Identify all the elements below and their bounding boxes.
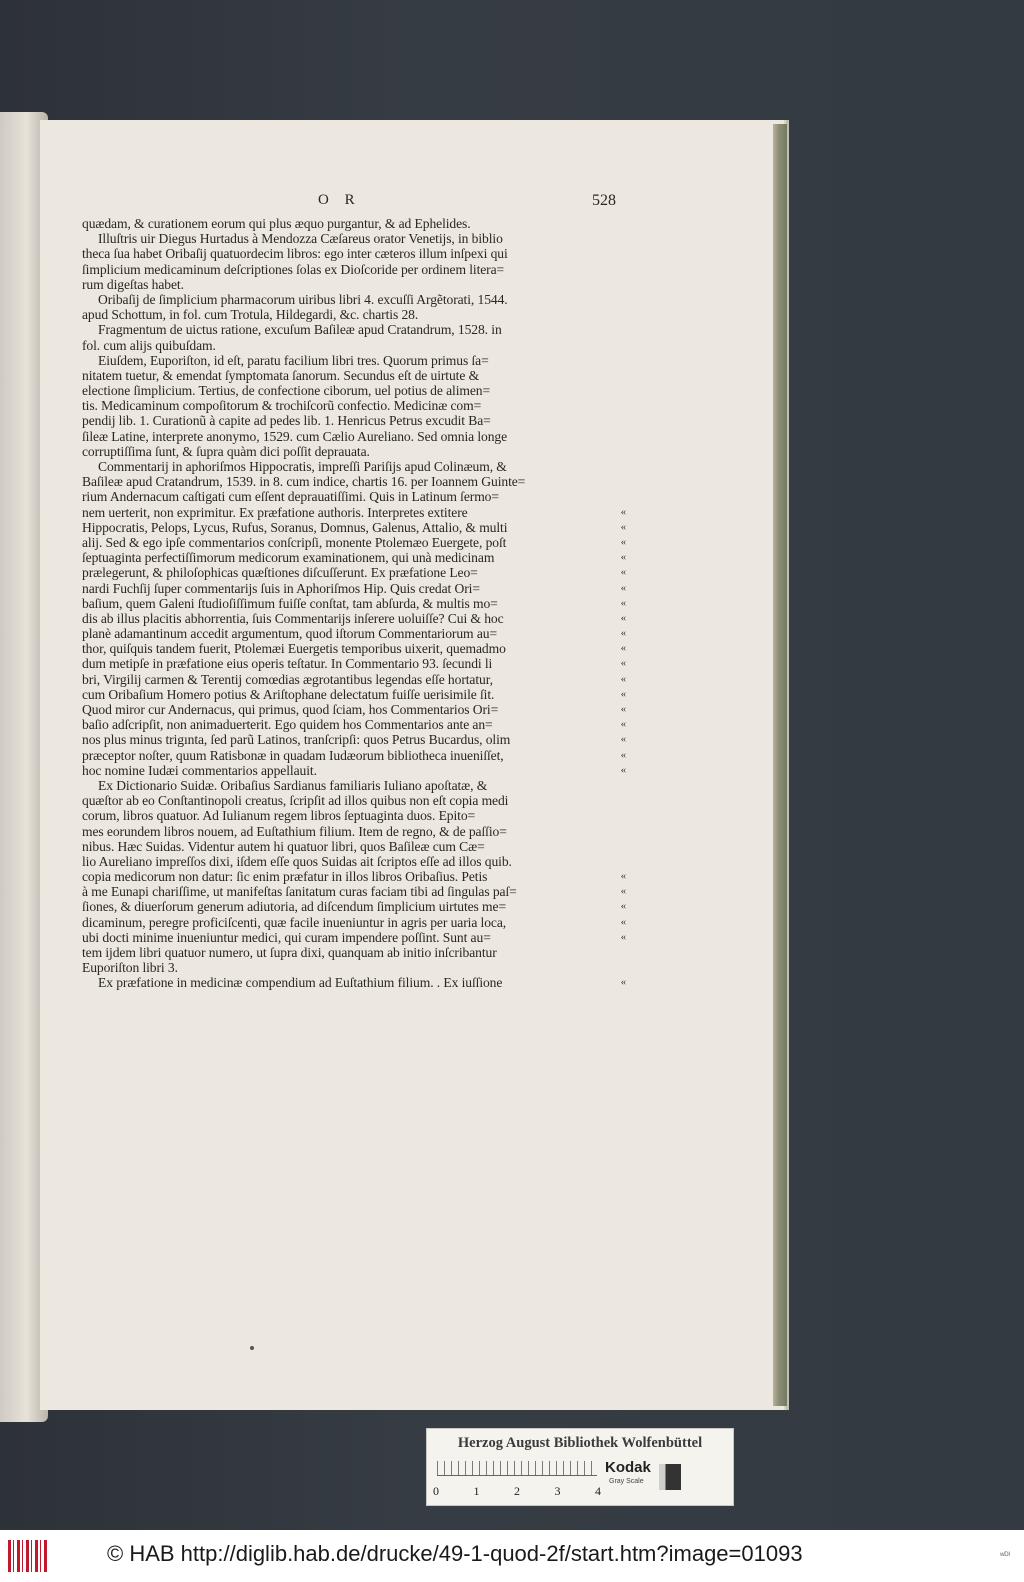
- line-text: fol. cum alijs quibuſdam.: [82, 337, 216, 353]
- text-line: [82, 929, 626, 945]
- line-text: à me Eunapi chariſſime, ut manifeſtas ſanitatum curas faciam tibi ad ſingulas paſ=: [82, 884, 517, 900]
- line-text: ſimplicium medicaminum deſcriptiones ſolas ex Dioſcoride per ordinem litera=: [82, 261, 505, 277]
- text-line: [82, 717, 626, 733]
- quote-mark: «: [620, 566, 626, 579]
- text-line: [82, 610, 626, 626]
- line-text: Eiuſdem, Euporiſton, id eſt, paratu facilium libri tres. Quorum primus ſa=: [98, 352, 489, 368]
- quote-mark: «: [620, 551, 626, 564]
- text-line: [82, 686, 626, 702]
- text-line: [82, 307, 622, 322]
- quote-mark: «: [620, 900, 626, 913]
- text-line: [82, 504, 626, 520]
- line-text: planè adamantinum accedit argumentum, quod iſtorum Commentariorum au=: [82, 626, 498, 642]
- line-text: dis ab illus placitis abhorrentia, ſuis Commentarijs inſerere uoluiſſe? Cui & hoc: [82, 610, 504, 626]
- running-head: O R: [318, 192, 361, 208]
- line-text: apud Schottum, in fol. cum Trotula, Hildegardi, &c. chartis 28.: [82, 307, 419, 323]
- text-line: [82, 839, 622, 854]
- text-line: [82, 793, 622, 808]
- line-text: alij. Sed & ego ipſe commentarios conſcripſi, monente Ptolemæo Euergete, poſt: [82, 534, 507, 550]
- text-line: [82, 960, 622, 975]
- text-line: [82, 429, 622, 444]
- text-line: [82, 246, 622, 261]
- text-line: [82, 338, 622, 353]
- line-text: præceptor noſter, quum Ratisbonæ in quadam Iudæorum bibliotheca inueniſſet,: [82, 747, 504, 763]
- ruler-number: 1: [473, 1484, 480, 1498]
- line-text: nos plus minus trigınta, ſed parũ Latinos, tranſcripſi: quos Petrus Bucardus, olim: [82, 732, 511, 748]
- text-line: [82, 778, 622, 793]
- line-text: Ex præfatione in medicinæ compendium ad Euſtathium filium. . Ex iuſſione: [98, 975, 503, 991]
- quote-mark: «: [620, 733, 626, 746]
- text-line: [82, 413, 622, 428]
- gray-scale-label: Gray Scale: [609, 1478, 644, 1485]
- ruler-number: 0: [433, 1484, 439, 1498]
- gray-patch: [659, 1464, 681, 1490]
- text-line: [82, 262, 622, 277]
- text-line: [82, 322, 622, 337]
- quote-mark: «: [620, 687, 626, 700]
- quote-mark: «: [620, 627, 626, 640]
- line-text: lio Aureliano impreſſos dixi, iſdem eſſe quos Suidas ait ſcriptos eſſe ad illos quib.: [82, 853, 512, 869]
- quote-mark: «: [620, 611, 626, 624]
- ruler-numbers: [433, 1484, 601, 1498]
- text-line: [82, 444, 622, 459]
- line-text: copia medicorum non datur: ſic enim præfatur in illos libros Oribaſius. Petis: [82, 869, 488, 885]
- line-text: Illuſtris uir Diegus Hurtadus à Mendozza Cæſareus orator Venetijs, in biblio: [98, 231, 503, 247]
- line-text: ſileæ Latine, interprete anonymo, 1529. cum Cælio Aureliano. Sed omnia longe: [82, 428, 508, 444]
- page-fore-edge: [773, 124, 787, 1406]
- copyright-url[interactable]: © HAB http://diglib.hab.de/drucke/49-1-quod-2f/start.htm?image=01093: [107, 1541, 803, 1566]
- text-line: [82, 580, 626, 596]
- line-text: pendij lib. 1. Curationũ à capite ad pedes lib. 1. Henricus Petrus excudit Ba=: [82, 413, 491, 429]
- text-line: [82, 489, 622, 504]
- line-text: baſium, quem Galeni ſtudioſiſſimum fuiſſe conſtat, tam abſurda, & multis mo=: [82, 595, 498, 611]
- line-text: Euporiſton libri 3.: [82, 960, 178, 976]
- quote-mark: «: [620, 885, 626, 898]
- quote-mark: «: [620, 642, 626, 655]
- line-text: dicaminum, peregre proficiſcenti, quæ facile inueniuntur in agris per uaria loca,: [82, 914, 507, 930]
- quote-mark: «: [620, 672, 626, 685]
- text-line: [82, 550, 626, 566]
- line-text: ſeptuaginta perfectiſſimorum medicorum examinationem, qui unà medicinam: [82, 550, 495, 566]
- quote-mark: «: [620, 535, 626, 548]
- text-line: [82, 656, 626, 672]
- quote-mark: «: [620, 703, 626, 715]
- text-line: [82, 216, 622, 231]
- ink-speck: [250, 1346, 254, 1350]
- text-line: [82, 595, 626, 611]
- text-line: [82, 808, 622, 823]
- text-line: [82, 824, 622, 839]
- text-line: [82, 534, 626, 550]
- line-text: quæſtor ab eo Conſtantinopoli creatus, ſcripſit ad illos quibus non eſt copia medi: [82, 793, 509, 809]
- line-text: thor, quiſquis tandem fuerit, Ptolemæi Euergetis temporibus uixerit, quemadmo: [82, 641, 506, 657]
- line-text: nem uerterit, non exprimitur. Ex præfatione authoris. Interpretes extitere: [82, 504, 468, 520]
- line-text: quædam, & curationem eorum qui plus æquo purgantur, & ad Ephelides.: [82, 216, 471, 231]
- text-line: [82, 671, 626, 687]
- text-line: [82, 854, 622, 869]
- text-line: [82, 899, 626, 915]
- line-text: ſiones, & diuerſorum generum adiutoria, ad diſcendum ſimplicium uirtutes me=: [82, 899, 507, 915]
- ruler-number: 3: [554, 1484, 561, 1498]
- line-text: theca ſua habet Oribaſij quatuordecim libros: ego inter cæteros illum inſpexi qui: [82, 246, 508, 262]
- library-color-target: [426, 1428, 734, 1506]
- scale-ruler: [437, 1461, 597, 1476]
- line-text: tem ijdem libri quatuor numero, ut ſupra dixi, quanquam ab initio inſcribantur: [82, 945, 497, 960]
- text-line: [82, 626, 626, 642]
- quote-mark: «: [620, 505, 626, 518]
- ruler-number: 2: [514, 1484, 520, 1498]
- text-line: [82, 398, 622, 413]
- text-line: [82, 702, 626, 717]
- line-text: dum metipſe in præfatione eius operis teſtatur. In Commentario 93. ſecundi li: [82, 656, 493, 672]
- text-line: [82, 732, 626, 748]
- line-text: rium Andernacum caſtigati cum eſſent deprauatiſſimi. Quis in Latinum ſermo=: [82, 489, 499, 505]
- text-line: [82, 292, 622, 307]
- quote-mark: «: [620, 657, 626, 670]
- line-text: nardi Fuchſij ſuper commentarijs ſuis in Aphoriſmos Hip. Quis credat Ori=: [82, 580, 480, 596]
- text-line: [82, 762, 626, 778]
- text-line: [82, 277, 622, 292]
- line-text: Baſileæ apud Cratandrum, 1539. in 8. cum indice, chartis 16. per Ioannem Guinte=: [82, 474, 526, 490]
- line-text: Ex Dictionario Suidæ. Oribaſius Sardianus familiaris Iuliano apoſtatæ, &: [98, 777, 488, 793]
- library-name: Herzog August Bibliothek Wolfenbüttel: [457, 1435, 703, 1451]
- quote-mark: «: [620, 596, 626, 609]
- line-text: electione ſimplicium. Tertius, de confectione ciborum, uel potius de alimen=: [82, 383, 491, 399]
- line-text: cum Oribaſium Homero potius & Ariſtophane delectatum fuiſſe uerisimile ſit.: [82, 686, 495, 702]
- line-text: mes eorundem libros nouem, ad Euſtathium filium. Item de regno, & de paſſio=: [82, 823, 507, 839]
- text-line: [82, 383, 622, 398]
- text-line: [82, 914, 626, 930]
- text-line: [82, 641, 626, 657]
- line-text: ubi docti minime inueniuntur medici, qui curam impendere poſſint. Sunt au=: [82, 929, 491, 945]
- line-text: Hippocratis, Pelops, Lycus, Rufus, Soranus, Domnus, Galenus, Attalio, & multi: [82, 519, 508, 535]
- text-line: [82, 368, 622, 383]
- line-text: Oribaſij de ſimplicium pharmacorum uiribus libri 4. excuſſi Argẽtorati, 1544.: [98, 291, 508, 307]
- footer-mark: ʷᴰᴵ: [1000, 1550, 1010, 1560]
- quote-mark: «: [620, 976, 626, 989]
- text-line: [82, 459, 622, 474]
- line-text: hoc nomine Iudæi commentarios appellauit.: [82, 762, 317, 778]
- quote-mark: «: [620, 930, 626, 943]
- quote-mark: «: [620, 870, 626, 883]
- line-text: prælegerunt, & philoſophicas quæſtiones diſcuſſerunt. Ex præfatione Leo=: [82, 565, 478, 581]
- text-line: [82, 747, 626, 763]
- line-text: corruptiſſima ſunt, & ſupra quàm dici poſſit deprauata.: [82, 443, 370, 459]
- line-text: bri, Virgilij carmen & Terentij comœdias ægrotantibus legendas eſſe hortatur,: [82, 671, 493, 687]
- text-line: [82, 884, 626, 900]
- quote-mark: «: [620, 915, 626, 928]
- line-text: nibus. Hæc Suidas. Videntur autem hi quatuor libri, quos Baſileæ cum Cæ=: [82, 838, 485, 854]
- quote-mark: «: [620, 748, 626, 761]
- line-text: rum digeſtas habet.: [82, 276, 184, 292]
- text-line: [82, 474, 622, 489]
- quote-mark: «: [620, 581, 626, 594]
- ruler-number: 4: [595, 1484, 601, 1498]
- text-line: [82, 353, 622, 368]
- quote-mark: «: [620, 718, 626, 731]
- folio-number: 528: [592, 192, 616, 209]
- line-text: nitatem tuetur, & emendat ſymptomata ſanorum. Secundus eſt de uirtute &: [82, 367, 480, 383]
- footer-bar: [0, 1530, 1024, 1582]
- line-text: Fragmentum de uictus ratione, excuſum Baſileæ apud Cratandrum, 1528. in: [98, 322, 502, 338]
- line-text: tis. Medicaminum compoſitorum & trochiſcorũ confectio. Medicinæ com=: [82, 398, 482, 414]
- line-text: corum, libros quatuor. Ad Iulianum regem libros ſeptuaginta duos. Epito=: [82, 808, 476, 824]
- line-text: Quod miror cur Andernacus, qui primus, quod ſciam, hos Commentarios Ori=: [82, 702, 499, 717]
- quote-mark: «: [620, 763, 626, 776]
- page-header: [80, 192, 616, 216]
- kodak-logo: Kodak: [605, 1459, 651, 1476]
- text-line: [82, 231, 622, 246]
- barcode-icon: [8, 1540, 48, 1572]
- text-line: [82, 565, 626, 581]
- text-line: [82, 519, 626, 535]
- text-line: [82, 975, 626, 991]
- text-line: [82, 945, 622, 960]
- line-text: baſio adſcripſit, non animaduerterit. Ego quidem hos Commentarios ante an=: [82, 717, 493, 733]
- line-text: Commentarij in aphoriſmos Hippocratis, impreſſi Pariſijs apud Colinæum, &: [98, 459, 507, 474]
- quote-mark: «: [620, 520, 626, 533]
- text-line: [82, 869, 626, 885]
- body-text: [82, 216, 626, 991]
